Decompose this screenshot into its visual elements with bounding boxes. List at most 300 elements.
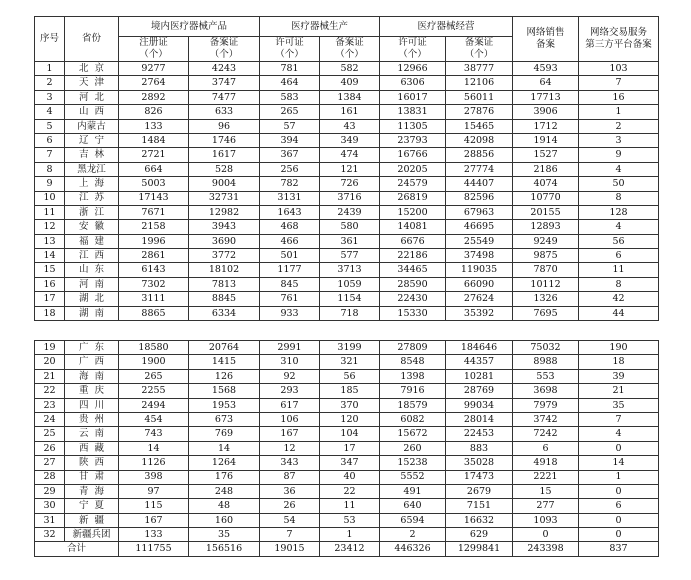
data-cell: 18102 (189, 263, 260, 277)
table-row (35, 277, 659, 291)
data-cell: 28014 (446, 412, 513, 426)
label-unit: （个） (335, 49, 364, 60)
data-cell: 14 (119, 441, 189, 455)
data-cell: 44 (579, 306, 659, 320)
province-name: 海南 (65, 369, 119, 383)
table-body-part2 (35, 341, 659, 542)
data-cell: 56 (320, 369, 380, 383)
table-row (35, 162, 659, 176)
data-cell: 14081 (380, 220, 446, 234)
data-cell: 35 (189, 528, 260, 542)
row-number: 18 (35, 306, 65, 320)
data-cell: 10770 (513, 191, 579, 205)
data-cell: 50 (579, 177, 659, 191)
row-number: 21 (35, 369, 65, 383)
data-cell: 0 (513, 528, 579, 542)
data-cell: 21 (579, 384, 659, 398)
province-name: 河北 (65, 90, 119, 104)
data-cell: 14 (579, 456, 659, 470)
table-row (35, 90, 659, 104)
header-online-sales-line2: 备案 (536, 39, 556, 50)
row-number: 23 (35, 398, 65, 412)
data-cell: 464 (260, 76, 320, 90)
data-cell: 2721 (119, 148, 189, 162)
table-row (35, 62, 659, 76)
data-cell: 640 (380, 499, 446, 513)
table-row (35, 148, 659, 162)
data-cell: 7 (579, 412, 659, 426)
data-cell: 75032 (513, 341, 579, 355)
data-cell: 7 (579, 76, 659, 90)
data-cell: 0 (579, 441, 659, 455)
header-filing-operation (446, 37, 513, 62)
row-number: 30 (35, 499, 65, 513)
data-cell: 13831 (380, 105, 446, 119)
data-cell: 454 (119, 412, 189, 426)
row-number: 26 (35, 441, 65, 455)
province-name: 黑龙江 (65, 162, 119, 176)
data-cell: 2892 (119, 90, 189, 104)
data-cell: 35392 (446, 306, 513, 320)
data-cell: 256 (260, 162, 320, 176)
table-row (35, 412, 659, 426)
data-cell: 18 (579, 355, 659, 369)
province-name: 江苏 (65, 191, 119, 205)
data-cell: 46695 (446, 220, 513, 234)
table-row (35, 499, 659, 513)
row-number: 10 (35, 191, 65, 205)
data-cell: 92 (260, 369, 320, 383)
data-cell: 2679 (446, 484, 513, 498)
data-cell: 15330 (380, 306, 446, 320)
label-license-cert: 许可证 (275, 37, 304, 48)
data-cell: 1126 (119, 456, 189, 470)
table-row (35, 470, 659, 484)
data-cell: 4074 (513, 177, 579, 191)
data-cell: 39 (579, 369, 659, 383)
data-cell: 2991 (260, 341, 320, 355)
total-cell: 837 (579, 542, 659, 556)
data-cell: 3772 (189, 249, 260, 263)
data-cell: 1484 (119, 133, 189, 147)
data-cell: 9 (579, 148, 659, 162)
statistics-table-part1 (34, 16, 659, 321)
data-cell: 103 (579, 62, 659, 76)
total-cell: 156516 (189, 542, 260, 556)
data-cell: 6676 (380, 234, 446, 248)
province-name: 湖北 (65, 292, 119, 306)
data-cell: 1953 (189, 398, 260, 412)
data-cell: 67963 (446, 205, 513, 219)
data-cell: 718 (320, 306, 380, 320)
data-cell: 1900 (119, 355, 189, 369)
data-cell: 466 (260, 234, 320, 248)
data-cell: 4593 (513, 62, 579, 76)
total-cell: 243398 (513, 542, 579, 556)
data-cell: 15465 (446, 119, 513, 133)
data-cell: 2255 (119, 384, 189, 398)
data-cell: 7477 (189, 90, 260, 104)
data-cell: 22430 (380, 292, 446, 306)
data-cell: 6306 (380, 76, 446, 90)
header-filing-production (320, 37, 380, 62)
data-cell: 8548 (380, 355, 446, 369)
data-cell: 1568 (189, 384, 260, 398)
data-cell: 17143 (119, 191, 189, 205)
row-number: 12 (35, 220, 65, 234)
data-cell: 782 (260, 177, 320, 191)
data-cell: 361 (320, 234, 380, 248)
table-row (35, 398, 659, 412)
data-cell: 22186 (380, 249, 446, 263)
row-number: 5 (35, 119, 65, 133)
data-cell: 161 (320, 105, 380, 119)
table-body-part1 (35, 62, 659, 321)
data-cell: 1415 (189, 355, 260, 369)
data-cell: 7695 (513, 306, 579, 320)
table-row (35, 384, 659, 398)
data-cell: 56011 (446, 90, 513, 104)
data-cell: 553 (513, 369, 579, 383)
data-cell: 265 (119, 369, 189, 383)
data-cell: 4 (579, 220, 659, 234)
data-cell: 44357 (446, 355, 513, 369)
data-cell: 48 (189, 499, 260, 513)
data-cell: 82596 (446, 191, 513, 205)
data-cell: 845 (260, 277, 320, 291)
label-unit: （个） (464, 49, 494, 60)
data-cell: 265 (260, 105, 320, 119)
row-number: 22 (35, 384, 65, 398)
table-row (35, 456, 659, 470)
province-name: 上海 (65, 177, 119, 191)
data-cell: 18579 (380, 398, 446, 412)
data-cell: 582 (320, 62, 380, 76)
data-cell: 248 (189, 484, 260, 498)
data-cell: 20764 (189, 341, 260, 355)
data-cell: 4243 (189, 62, 260, 76)
table-row (35, 133, 659, 147)
data-cell: 42098 (446, 133, 513, 147)
data-cell: 528 (189, 162, 260, 176)
data-cell: 7302 (119, 277, 189, 291)
data-cell: 11 (320, 499, 380, 513)
data-cell: 726 (320, 177, 380, 191)
table-row (35, 292, 659, 306)
data-cell: 293 (260, 384, 320, 398)
data-cell: 28590 (380, 277, 446, 291)
data-cell: 0 (579, 484, 659, 498)
province-name: 甘肃 (65, 470, 119, 484)
province-name: 广东 (65, 341, 119, 355)
data-cell: 7979 (513, 398, 579, 412)
province-name: 西藏 (65, 441, 119, 455)
header-seq: 序号 (35, 17, 65, 62)
data-cell: 1154 (320, 292, 380, 306)
data-cell: 1093 (513, 513, 579, 527)
data-cell: 7242 (513, 427, 579, 441)
data-cell: 23793 (380, 133, 446, 147)
total-row (35, 542, 659, 556)
row-number: 17 (35, 292, 65, 306)
header-filing-cert-domestic (189, 37, 260, 62)
row-number: 15 (35, 263, 65, 277)
data-cell: 1326 (513, 292, 579, 306)
data-cell: 12982 (189, 205, 260, 219)
data-cell: 2439 (320, 205, 380, 219)
header-domestic-products: 境内医疗器械产品 (119, 17, 260, 37)
data-cell: 1384 (320, 90, 380, 104)
row-number: 9 (35, 177, 65, 191)
data-cell: 1527 (513, 148, 579, 162)
data-cell: 491 (380, 484, 446, 498)
data-cell: 160 (189, 513, 260, 527)
data-cell: 7813 (189, 277, 260, 291)
data-cell: 12893 (513, 220, 579, 234)
header-province: 省份 (65, 17, 119, 62)
data-cell: 468 (260, 220, 320, 234)
province-name: 广西 (65, 355, 119, 369)
province-name: 吉林 (65, 148, 119, 162)
label-registration-cert: 注册证 (139, 37, 168, 48)
data-cell: 16017 (380, 90, 446, 104)
data-cell: 6 (579, 249, 659, 263)
data-cell: 0 (579, 528, 659, 542)
data-cell: 176 (189, 470, 260, 484)
data-cell: 1 (320, 528, 380, 542)
data-cell: 7151 (446, 499, 513, 513)
data-cell: 42 (579, 292, 659, 306)
data-cell: 6334 (189, 306, 260, 320)
data-cell: 1177 (260, 263, 320, 277)
data-cell: 37498 (446, 249, 513, 263)
data-cell: 87 (260, 470, 320, 484)
table-row (35, 528, 659, 542)
data-cell: 370 (320, 398, 380, 412)
table-row (35, 369, 659, 383)
data-cell: 167 (260, 427, 320, 441)
table-row (35, 427, 659, 441)
header-row-1 (35, 17, 659, 37)
province-name: 新疆 (65, 513, 119, 527)
data-cell: 347 (320, 456, 380, 470)
data-cell: 56 (579, 234, 659, 248)
province-name: 福建 (65, 234, 119, 248)
data-cell: 28856 (446, 148, 513, 162)
data-cell: 2764 (119, 76, 189, 90)
data-cell: 18580 (119, 341, 189, 355)
row-number: 2 (35, 76, 65, 90)
data-cell: 3716 (320, 191, 380, 205)
data-cell: 3906 (513, 105, 579, 119)
province-name: 重庆 (65, 384, 119, 398)
data-cell: 22 (320, 484, 380, 498)
label-filing-cert: 备案证 (464, 37, 494, 48)
data-cell: 14 (189, 441, 260, 455)
data-cell: 128 (579, 205, 659, 219)
data-cell: 826 (119, 105, 189, 119)
data-cell: 3943 (189, 220, 260, 234)
data-cell: 2 (380, 528, 446, 542)
data-cell: 167 (119, 513, 189, 527)
data-cell: 35 (579, 398, 659, 412)
data-cell: 2494 (119, 398, 189, 412)
data-cell: 16766 (380, 148, 446, 162)
data-cell: 673 (189, 412, 260, 426)
row-number: 6 (35, 133, 65, 147)
data-cell: 1059 (320, 277, 380, 291)
data-cell: 2 (579, 119, 659, 133)
data-cell: 115 (119, 499, 189, 513)
data-cell: 7671 (119, 205, 189, 219)
data-cell: 133 (119, 119, 189, 133)
data-cell: 1914 (513, 133, 579, 147)
row-number: 29 (35, 484, 65, 498)
table-row (35, 355, 659, 369)
data-cell: 1746 (189, 133, 260, 147)
data-cell: 184646 (446, 341, 513, 355)
data-cell: 97 (119, 484, 189, 498)
label-unit: （个） (398, 49, 427, 60)
data-cell: 2158 (119, 220, 189, 234)
total-label: 合计 (35, 542, 119, 556)
data-cell: 17473 (446, 470, 513, 484)
data-cell: 9277 (119, 62, 189, 76)
data-cell: 580 (320, 220, 380, 234)
data-cell: 43 (320, 119, 380, 133)
data-cell: 664 (119, 162, 189, 176)
data-cell: 12106 (446, 76, 513, 90)
data-cell: 2186 (513, 162, 579, 176)
data-cell: 3713 (320, 263, 380, 277)
data-cell: 1996 (119, 234, 189, 248)
statistics-table-part2 (34, 340, 659, 557)
table-row (35, 191, 659, 205)
data-cell: 53 (320, 513, 380, 527)
data-cell: 99034 (446, 398, 513, 412)
data-cell: 7 (260, 528, 320, 542)
table-row (35, 249, 659, 263)
data-cell: 27809 (380, 341, 446, 355)
data-cell: 629 (446, 528, 513, 542)
header-production: 医疗器械生产 (260, 17, 380, 37)
row-number: 32 (35, 528, 65, 542)
label-license-cert: 许可证 (398, 37, 427, 48)
data-cell: 321 (320, 355, 380, 369)
data-cell: 5003 (119, 177, 189, 191)
data-cell: 16 (579, 90, 659, 104)
province-name: 四川 (65, 398, 119, 412)
data-cell: 367 (260, 148, 320, 162)
data-cell: 781 (260, 62, 320, 76)
data-cell: 1 (579, 470, 659, 484)
data-cell: 57 (260, 119, 320, 133)
data-cell: 6 (513, 441, 579, 455)
data-cell: 38777 (446, 62, 513, 76)
data-cell: 883 (446, 441, 513, 455)
data-cell: 10112 (513, 277, 579, 291)
row-number: 8 (35, 162, 65, 176)
data-cell: 104 (320, 427, 380, 441)
data-cell: 761 (260, 292, 320, 306)
data-cell: 27624 (446, 292, 513, 306)
data-cell: 398 (119, 470, 189, 484)
table-row (35, 263, 659, 277)
data-cell: 310 (260, 355, 320, 369)
table-row (35, 234, 659, 248)
data-cell: 40 (320, 470, 380, 484)
province-name: 贵州 (65, 412, 119, 426)
data-cell: 26 (260, 499, 320, 513)
header-online-platform-line2: 第三方平台备案 (585, 39, 652, 50)
data-cell: 583 (260, 90, 320, 104)
data-cell: 8 (579, 191, 659, 205)
total-cell: 1299841 (446, 542, 513, 556)
row-number: 7 (35, 148, 65, 162)
data-cell: 2221 (513, 470, 579, 484)
data-cell: 633 (189, 105, 260, 119)
province-name: 宁夏 (65, 499, 119, 513)
data-cell: 4918 (513, 456, 579, 470)
data-cell: 394 (260, 133, 320, 147)
province-name: 陕西 (65, 456, 119, 470)
province-name: 新疆兵团 (65, 528, 119, 542)
data-cell: 8 (579, 277, 659, 291)
row-number: 16 (35, 277, 65, 291)
total-cell: 111755 (119, 542, 189, 556)
data-cell: 769 (189, 427, 260, 441)
table-row (35, 105, 659, 119)
data-cell: 15238 (380, 456, 446, 470)
province-name: 山东 (65, 263, 119, 277)
data-cell: 6594 (380, 513, 446, 527)
data-cell: 8845 (189, 292, 260, 306)
province-name: 云南 (65, 427, 119, 441)
total-cell: 446326 (380, 542, 446, 556)
data-cell: 349 (320, 133, 380, 147)
data-cell: 11 (579, 263, 659, 277)
data-cell: 3742 (513, 412, 579, 426)
row-number: 3 (35, 90, 65, 104)
province-name: 山西 (65, 105, 119, 119)
table-row (35, 306, 659, 320)
header-registration-cert (119, 37, 189, 62)
data-cell: 10281 (446, 369, 513, 383)
data-cell: 96 (189, 119, 260, 133)
data-cell: 6143 (119, 263, 189, 277)
label-unit: （个） (209, 49, 239, 60)
row-number: 25 (35, 427, 65, 441)
label-unit: （个） (275, 49, 304, 60)
header-online-sales-line1: 网络销售 (526, 27, 565, 38)
province-name: 内蒙古 (65, 119, 119, 133)
header-license-production (260, 37, 320, 62)
label-filing-cert: 备案证 (335, 37, 364, 48)
province-name: 青海 (65, 484, 119, 498)
data-cell: 3131 (260, 191, 320, 205)
data-cell: 133 (119, 528, 189, 542)
table-row (35, 76, 659, 90)
data-cell: 3111 (119, 292, 189, 306)
table-row (35, 341, 659, 355)
row-number: 1 (35, 62, 65, 76)
data-cell: 36 (260, 484, 320, 498)
data-cell: 20155 (513, 205, 579, 219)
row-number: 31 (35, 513, 65, 527)
data-cell: 15 (513, 484, 579, 498)
row-number: 19 (35, 341, 65, 355)
data-cell: 6 (579, 499, 659, 513)
